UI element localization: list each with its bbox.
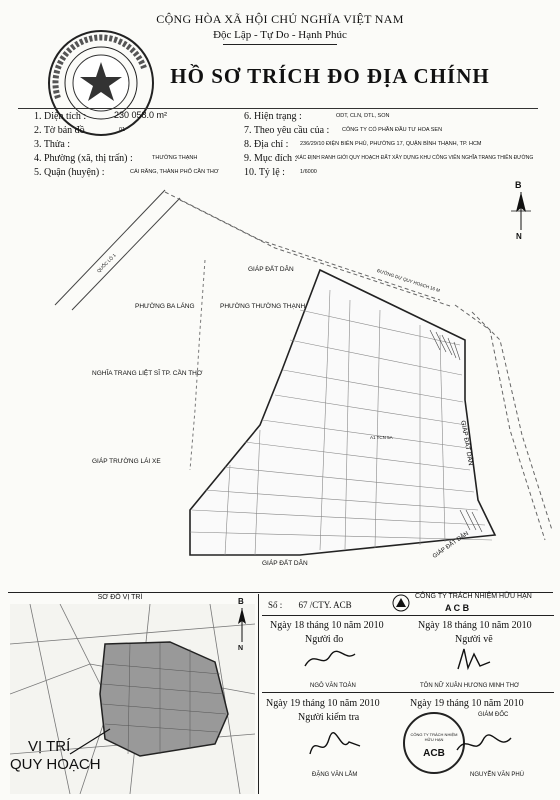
measure-signature <box>300 644 360 674</box>
district-value: CÁI RĂNG, THÀNH PHỐ CẦN THƠ <box>130 169 219 175</box>
purpose-value: XÁC ĐỊNH RANH GIỚI QUY HOẠCH ĐẤT XÂY DỰNG KHU CÔNG VIÊN NGHĨA TRANG THIÊN ĐƯỜNG <box>296 155 534 161</box>
sign-mid-rule <box>262 692 554 693</box>
label-giap-dat-dan-top: GIÁP ĐẤT DÂN <box>248 266 294 273</box>
ward-label: 4. Phường (xã, thị trấn) : <box>34 153 133 164</box>
highway-line-b <box>72 198 180 310</box>
request-label: 7. Theo yêu cầu của : <box>244 125 330 136</box>
director-role: GIÁM ĐỐC <box>478 712 509 718</box>
cadastral-map <box>0 180 560 590</box>
address-value: 236/29/10 ĐIỆN BIÊN PHỦ, PHƯỜNG 17, QUẬN BÌNH THẠNH, TP. HCM <box>300 141 482 147</box>
south-letter: N <box>516 232 522 241</box>
ward-value: THƯỜNG THẠNH <box>152 155 198 161</box>
request-value: CÔNG TY CỔ PHẦN ĐẦU TƯ HOA SEN <box>342 127 443 133</box>
status-value: ODT, CLN, DTL, SON <box>336 113 390 119</box>
sheet-row <box>34 125 234 139</box>
check-role: Người kiểm tra <box>298 712 360 723</box>
motto: Độc Lập - Tự Do - Hạnh Phúc <box>213 29 347 41</box>
check-date: Ngày 19 tháng 10 năm 2010 <box>266 698 380 709</box>
status-row <box>244 111 544 125</box>
label-giap-dat-dan-bottom: GIÁP ĐẤT DÂN <box>262 560 308 567</box>
label-nghia-trang: NGHĨA TRANG LIỆT SĨ TP. CẦN THƠ <box>92 370 203 377</box>
purpose-row <box>244 153 554 167</box>
area-label: 1. Diện tích : <box>34 111 87 122</box>
sheet-value: 01 <box>119 127 126 133</box>
info-block <box>0 108 560 183</box>
draw-date: Ngày 18 tháng 10 năm 2010 <box>418 620 532 631</box>
highway-line-a <box>55 190 165 305</box>
location-title: SƠ ĐỒ VỊ TRÍ <box>97 594 143 601</box>
sheet-label: 2. Tờ bản đồ <box>34 125 85 136</box>
stamp-text: CÔNG TY TRÁCH NHIỆM HỮU HẠN <box>410 732 458 742</box>
country-name: CỘNG HÒA XÃ HỘI CHỦ NGHĨA VIỆT NAM <box>156 12 404 26</box>
area-value: 230 058.0 m² <box>114 110 168 120</box>
check-signature <box>305 724 365 764</box>
bottom-vertical-divider <box>258 594 259 794</box>
label-giap-truong-lai-xe: GIÁP TRƯỜNG LÁI XE <box>92 458 161 465</box>
planning-area <box>100 642 228 756</box>
plot-label: 3. Thửa : <box>34 139 71 150</box>
label-plot-code: A1 TCN 5A <box>370 435 393 440</box>
north-letter: B <box>515 180 522 190</box>
ward-row <box>34 153 234 167</box>
scale-value: 1/6000 <box>300 169 317 175</box>
measure-name: NGÔ VĂN TOÀN <box>310 683 356 689</box>
director-name: NGUYỄN VĂN PHÚ <box>470 772 525 778</box>
check-name: ĐẶNG VĂN LẮM <box>312 772 358 778</box>
draw-signature <box>450 644 500 674</box>
plot-row <box>34 139 234 153</box>
label-duong-quy-hoach: ĐƯỜNG DỰ QUY HOẠCH 16 M <box>376 268 441 294</box>
label-highway: QUỐC LỘ 1 <box>96 252 117 274</box>
draw-name: TÔN NỮ XUÂN HƯƠNG MINH THƠ <box>420 683 520 689</box>
ward-boundary <box>190 260 205 470</box>
planning-label-2: QUY HOẠCH <box>10 756 101 773</box>
location-north: B <box>238 597 244 606</box>
director-signature <box>455 730 515 760</box>
address-row <box>244 139 544 153</box>
label-giap-dat-dan-right: GIÁP ĐẤT DÂN <box>459 420 474 467</box>
label-giap-dat-dan-corner: GIÁP ĐẤT DÂN <box>432 530 470 560</box>
district-row <box>34 167 234 181</box>
number-row <box>268 600 352 610</box>
compass-icon <box>511 192 531 230</box>
number-suffix: /CTY. ACB <box>309 600 352 610</box>
measure-date: Ngày 18 tháng 10 năm 2010 <box>270 620 384 631</box>
scale-row <box>244 167 544 181</box>
planning-label-1: VỊ TRÍ <box>28 738 71 755</box>
company-short: A C B <box>445 603 470 613</box>
document-title: HỒ SƠ TRÍCH ĐO ĐỊA CHÍNH <box>170 64 490 88</box>
draw-role: Người vẽ <box>455 634 493 645</box>
label-phuong-thuong-thanh: PHƯỜNG THƯỜNG THẠNH <box>220 303 306 310</box>
request-row <box>244 125 544 139</box>
stamp-short: ACB <box>423 748 445 759</box>
scale-label: 10. Tỷ lệ : <box>244 167 285 178</box>
motto-underline <box>223 44 337 45</box>
location-south: N <box>238 645 244 652</box>
road-dashed-right-2 <box>472 312 552 530</box>
address-label: 8. Địa chỉ : <box>244 139 289 150</box>
purpose-label: 9. Mục đích : <box>244 153 298 164</box>
company-name: CÔNG TY TRÁCH NHIỆM HỮU HẠN <box>415 593 532 600</box>
number-value: 67 <box>298 600 308 610</box>
company-logo-icon <box>392 594 410 612</box>
number-label: Số : <box>268 600 283 610</box>
district-label: 5. Quận (huyện) : <box>34 167 105 178</box>
area-row <box>34 111 234 125</box>
status-label: 6. Hiện trạng : <box>244 111 302 122</box>
road-dashed-top <box>165 192 440 300</box>
measure-role: Người đo <box>305 634 344 645</box>
sign-top-rule <box>262 615 554 616</box>
director-date: Ngày 19 tháng 10 năm 2010 <box>410 698 524 709</box>
label-phuong-ba-lang: PHƯỜNG BA LÁNG <box>135 303 195 310</box>
